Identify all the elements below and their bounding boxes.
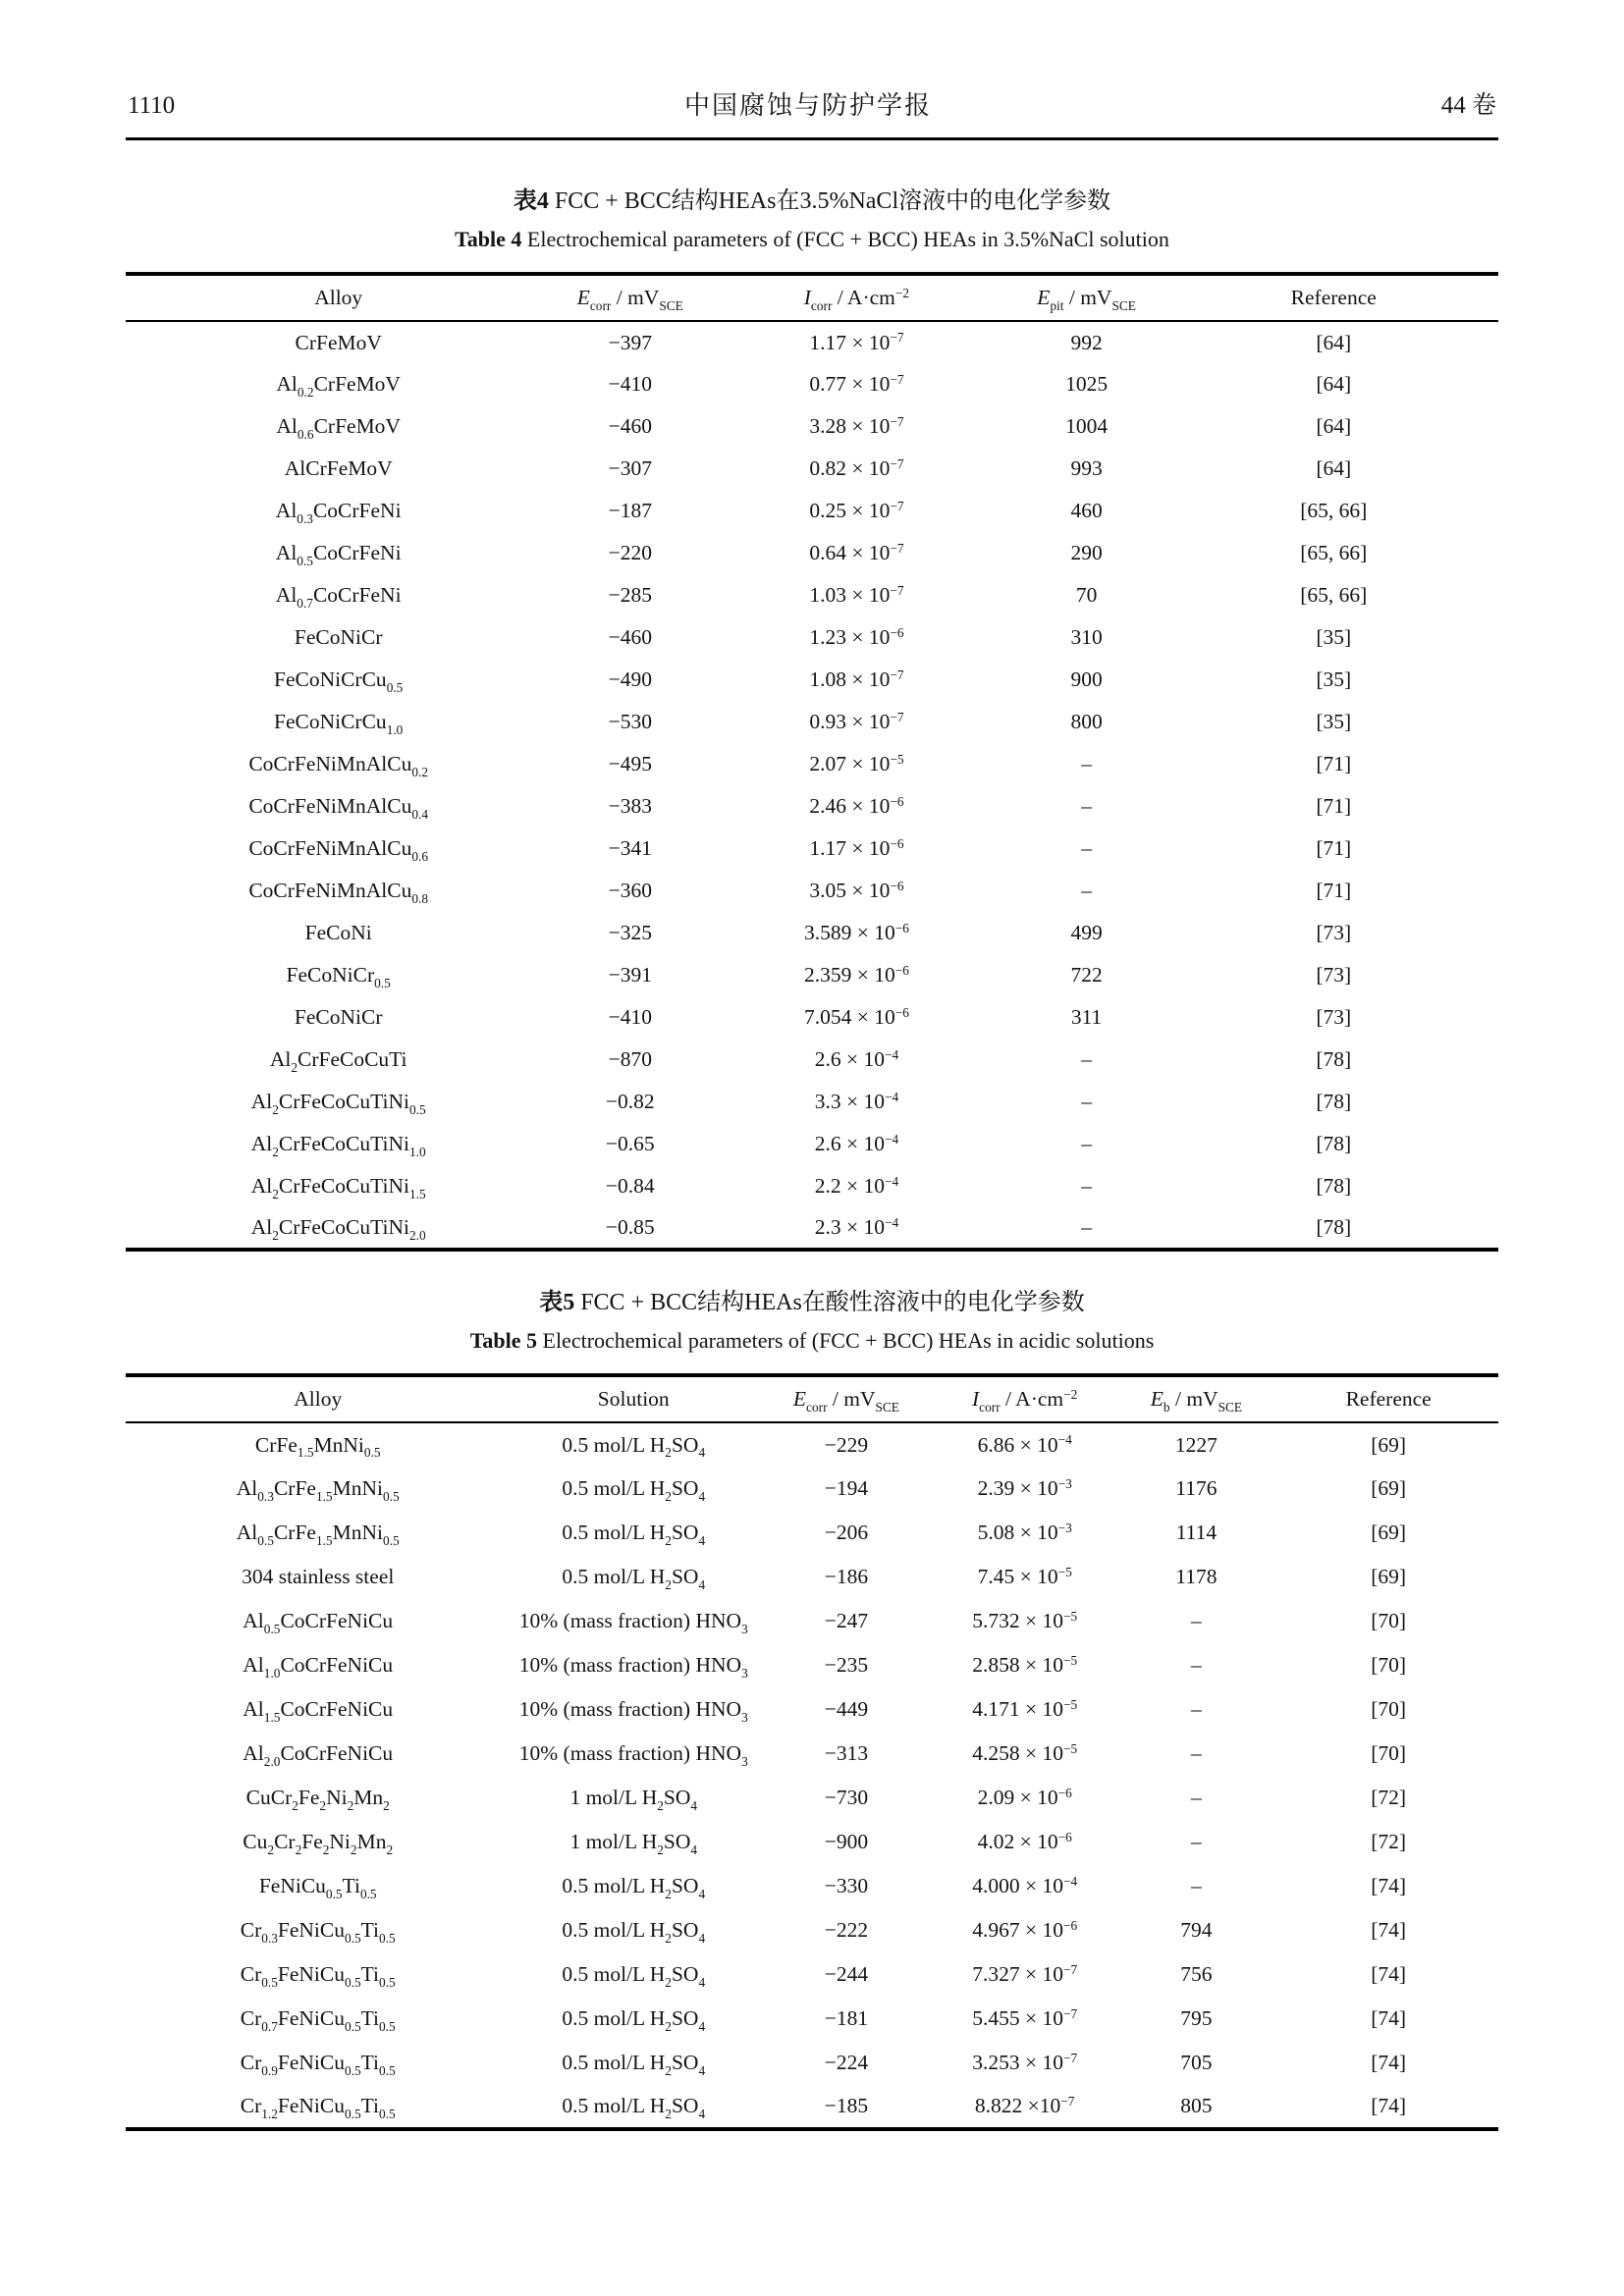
table-row	[126, 1687, 1498, 1732]
table4-caption-en-text: Electrochemical parameters of (FCC + BCC) HEAs in 3.5%NaCl solution	[526, 227, 1169, 251]
icorr-cell: $0.93 \times 10^{-7}$	[809, 709, 904, 733]
ecorr-cell: −410	[608, 372, 652, 396]
ecorr-cell: −391	[608, 963, 652, 987]
alloy-cell: $Al_2CrFeCoCuTi$	[269, 1047, 407, 1075]
eb-cell: 756	[1180, 1962, 1213, 1986]
table4-caption-zh	[126, 186, 1498, 217]
icorr-cell: $2.2 \times 10^{-4}$	[814, 1173, 899, 1198]
icorr-cell: $1.03 \times 10^{-7}$	[809, 582, 904, 607]
table5-section	[126, 1287, 1498, 2131]
eb-cell: –	[1191, 1653, 1202, 1677]
epit-cell: –	[1081, 752, 1092, 775]
reference-cell: [78]	[1316, 1090, 1352, 1113]
icorr-cell: $2.39 \times 10^{-3}$	[977, 1475, 1072, 1500]
solution-cell: 1 mol/L $H_2SO_4$	[569, 1786, 698, 1813]
ecorr-cell: −0.84	[605, 1174, 655, 1198]
epit-cell: 1004	[1065, 414, 1109, 438]
solution-cell: 0.5 mol/L $H_2SO_4$	[562, 1565, 706, 1592]
alloy-cell: $Al_{0.5}CoCrFeNi$	[275, 541, 402, 568]
table-row	[126, 574, 1498, 616]
table-row	[126, 448, 1498, 490]
eb-cell: –	[1191, 1830, 1202, 1853]
icorr-cell: $4.258 \times 10^{-5}$	[972, 1740, 1078, 1765]
alloy-cell: $Al_{0.3}CrFe_{1.5}MnNi_{0.5}$	[236, 1476, 400, 1504]
page-header	[0, 0, 1624, 122]
reference-cell: [69]	[1371, 1432, 1407, 1457]
solution-cell: 0.5 mol/L $H_2SO_4$	[562, 1476, 706, 1504]
ecorr-cell: −187	[608, 499, 652, 522]
table5-header-row	[126, 1375, 1498, 1422]
solution-cell: 10% (mass fraction) $HNO_3$	[518, 1697, 748, 1725]
column-header: $E_b / mV_{SCE}$	[1150, 1387, 1243, 1415]
column-header: Reference	[1345, 1387, 1432, 1411]
table-row	[126, 2085, 1498, 2129]
alloy-cell: $Al_{0.7}CoCrFeNi$	[275, 583, 402, 611]
ecorr-cell: −220	[608, 541, 652, 564]
epit-cell: 1025	[1065, 372, 1109, 396]
icorr-cell: $6.86 \times 10^{-4}$	[977, 1432, 1072, 1457]
table-row	[126, 912, 1498, 954]
table-row	[126, 870, 1498, 912]
alloy-cell: $Cr_{0.7}FeNiCu_{0.5}Ti_{0.5}$	[240, 2006, 396, 2034]
icorr-cell: $0.82 \times 10^{-7}$	[809, 455, 904, 480]
solution-cell: 0.5 mol/L $H_2SO_4$	[562, 1874, 706, 1901]
reference-cell: [69]	[1371, 1476, 1407, 1500]
solution-cell: 10% (mass fraction) $HNO_3$	[518, 1609, 748, 1636]
epit-cell: 800	[1070, 710, 1103, 733]
icorr-cell: $3.05 \times 10^{-6}$	[809, 878, 904, 902]
column-header: Alloy	[294, 1387, 343, 1411]
table5-caption-en-label: Table 5	[469, 1328, 537, 1353]
ecorr-cell: −397	[608, 330, 652, 354]
ecorr-cell: −247	[824, 1609, 869, 1632]
icorr-cell: $4.02 \times 10^{-6}$	[977, 1829, 1072, 1853]
alloy-cell: $Al_2CrFeCoCuTiNi_{1.0}$	[250, 1132, 426, 1159]
reference-cell: [64]	[1316, 330, 1352, 354]
reference-cell: [70]	[1371, 1609, 1407, 1632]
icorr-cell: $5.732 \times 10^{-5}$	[972, 1608, 1078, 1632]
table5	[126, 1373, 1498, 2131]
table-row	[126, 701, 1498, 743]
ecorr-cell: −460	[608, 625, 652, 649]
icorr-cell: $4.171 \times 10^{-5}$	[972, 1696, 1078, 1721]
epit-cell: –	[1081, 1132, 1092, 1155]
alloy-cell: CrFeMoV	[295, 330, 382, 354]
table-row	[126, 1207, 1498, 1250]
reference-cell: [74]	[1371, 2094, 1407, 2117]
table4-header-row	[126, 274, 1498, 321]
journal-title: 中国腐蚀与防护学报	[683, 91, 932, 120]
alloy-cell: CrFe$_{1.5}$MnNi$_{0.5}$	[254, 1432, 381, 1461]
alloy-cell: $Cr_{1.2}FeNiCu_{0.5}Ti_{0.5}$	[240, 2094, 396, 2121]
icorr-cell: $0.77 \times 10^{-7}$	[809, 371, 904, 396]
ecorr-cell: −383	[608, 794, 652, 818]
epit-cell: 310	[1070, 625, 1103, 649]
reference-cell: [70]	[1371, 1741, 1407, 1765]
column-header: Reference	[1290, 286, 1377, 309]
reference-cell: [71]	[1316, 836, 1352, 860]
reference-cell: [35]	[1316, 710, 1352, 733]
reference-cell: [74]	[1371, 1918, 1407, 1942]
table-row	[126, 616, 1498, 659]
alloy-cell: FeCoNi	[304, 921, 372, 944]
ecorr-cell: −460	[608, 414, 652, 438]
alloy-cell: $Al_{0.3}CoCrFeNi$	[275, 499, 402, 526]
table5-caption-en	[126, 1326, 1498, 1356]
alloy-cell: $Al_2CrFeCoCuTiNi_{2.0}$	[250, 1215, 426, 1243]
table4-caption-zh-label: 表4	[513, 188, 549, 214]
table-row	[126, 2041, 1498, 2085]
table-row	[126, 1123, 1498, 1165]
eb-cell: –	[1191, 1609, 1202, 1632]
column-header: $E_{corr} / mV_{SCE}$	[576, 286, 683, 313]
reference-cell: [35]	[1316, 625, 1352, 649]
icorr-cell: $4.000 \times 10^{-4}$	[972, 1873, 1078, 1897]
icorr-cell: $7.327 \times 10^{-7}$	[972, 1961, 1078, 1986]
ecorr-cell: −244	[824, 1962, 869, 1986]
alloy-cell: FeCoNiCrCu$_{0.5}$	[274, 667, 404, 695]
icorr-cell: $3.28 \times 10^{-7}$	[809, 413, 904, 438]
epit-cell: 900	[1070, 667, 1103, 691]
alloy-cell: $Al_{0.5}CrFe_{1.5}MnNi_{0.5}$	[236, 1521, 400, 1548]
table-row	[126, 363, 1498, 405]
ecorr-cell: −224	[824, 2051, 869, 2074]
alloy-cell: $Al_{0.5}CoCrFeNiCu$	[243, 1609, 394, 1636]
table-row	[126, 743, 1498, 785]
solution-cell: 0.5 mol/L $H_2SO_4$	[562, 1432, 706, 1461]
epit-cell: 70	[1075, 583, 1098, 607]
eb-cell: 795	[1180, 2006, 1213, 2030]
ecorr-cell: −341	[608, 836, 652, 860]
ecorr-cell: −307	[608, 456, 652, 480]
epit-cell: –	[1081, 1215, 1092, 1239]
epit-cell: –	[1081, 1174, 1092, 1198]
ecorr-cell: −330	[824, 1874, 869, 1897]
table-row	[126, 1643, 1498, 1687]
eb-cell: 1114	[1175, 1521, 1218, 1544]
icorr-cell: $2.858 \times 10^{-5}$	[972, 1652, 1078, 1677]
reference-cell: [69]	[1371, 1565, 1407, 1588]
table-row	[126, 1776, 1498, 1820]
volume-label: 44 卷	[1440, 92, 1496, 119]
reference-cell: [64]	[1316, 456, 1352, 480]
epit-cell: 722	[1070, 963, 1103, 987]
table-row	[126, 828, 1498, 870]
table-row	[126, 1599, 1498, 1643]
table-row	[126, 1555, 1498, 1599]
solution-cell: 1 mol/L $H_2SO_4$	[569, 1830, 698, 1857]
table-row	[126, 996, 1498, 1039]
ecorr-cell: −181	[824, 2006, 869, 2030]
table-row	[126, 785, 1498, 828]
table-row	[126, 1908, 1498, 1952]
solution-cell: 0.5 mol/L $H_2SO_4$	[562, 2094, 706, 2121]
epit-cell: 992	[1070, 330, 1103, 354]
icorr-cell: $3.3 \times 10^{-4}$	[814, 1089, 899, 1113]
column-header: $E_{corr} / mV_{SCE}$	[792, 1387, 899, 1415]
header-rule	[126, 137, 1498, 140]
icorr-cell: $2.3 \times 10^{-4}$	[814, 1214, 899, 1239]
table-row	[126, 1165, 1498, 1207]
alloy-cell: $CuCr_2Fe_2Ni_2Mn_2$	[245, 1786, 390, 1813]
ecorr-cell: −325	[608, 921, 652, 944]
ecorr-cell: −495	[608, 752, 652, 775]
solution-cell: 0.5 mol/L $H_2SO_4$	[562, 2006, 706, 2034]
alloy-cell: $FeNiCu_{0.5}Ti_{0.5}$	[258, 1874, 377, 1901]
icorr-cell: $1.23 \times 10^{-6}$	[809, 624, 904, 649]
eb-cell: –	[1191, 1741, 1202, 1765]
column-header: Solution	[597, 1387, 670, 1411]
table4-caption-en	[126, 225, 1498, 254]
ecorr-cell: −0.85	[605, 1215, 655, 1239]
reference-cell: [78]	[1316, 1174, 1352, 1198]
table-row	[126, 405, 1498, 448]
alloy-cell: AlCrFeMoV	[284, 456, 393, 480]
alloy-cell: $Al_2CrFeCoCuTiNi_{1.5}$	[250, 1174, 426, 1201]
column-header: $I_{corr} / A\cdot cm^{-2}$	[803, 285, 910, 313]
ecorr-cell: −194	[824, 1476, 869, 1500]
epit-cell: –	[1081, 1047, 1092, 1071]
icorr-cell: $3.589 \times 10^{-6}$	[803, 920, 909, 944]
table-row	[126, 954, 1498, 996]
icorr-cell: $7.45 \times 10^{-5}$	[977, 1564, 1072, 1588]
alloy-cell: CoCrFeNiMnAlCu$_{0.6}$	[248, 836, 429, 864]
epit-cell: –	[1081, 879, 1092, 902]
reference-cell: [74]	[1371, 2051, 1407, 2074]
icorr-cell: $2.6 \times 10^{-4}$	[814, 1046, 899, 1071]
table-row	[126, 659, 1498, 701]
epit-cell: 993	[1070, 456, 1103, 480]
epit-cell: –	[1081, 794, 1092, 818]
icorr-cell: $2.6 \times 10^{-4}$	[814, 1131, 899, 1155]
eb-cell: 1227	[1174, 1432, 1218, 1457]
eb-cell: 705	[1180, 2051, 1213, 2074]
ecorr-cell: −900	[824, 1830, 869, 1853]
reference-cell: [72]	[1371, 1786, 1407, 1809]
reference-cell: [70]	[1371, 1653, 1407, 1677]
reference-cell: [74]	[1371, 1874, 1407, 1897]
icorr-cell: $2.07 \times 10^{-5}$	[809, 751, 904, 775]
table-row	[126, 532, 1498, 574]
alloy-cell: $Cr_{0.3}FeNiCu_{0.5}Ti_{0.5}$	[240, 1918, 396, 1946]
eb-cell: 1178	[1175, 1565, 1218, 1588]
eb-cell: 1176	[1175, 1476, 1218, 1500]
ecorr-cell: −285	[608, 583, 652, 607]
table-row	[126, 1422, 1498, 1467]
eb-cell: 794	[1180, 1918, 1213, 1942]
ecorr-cell: −313	[824, 1741, 869, 1765]
table-row	[126, 1039, 1498, 1081]
icorr-cell: $5.08 \times 10^{-3}$	[977, 1520, 1072, 1544]
ecorr-cell: −0.65	[605, 1132, 655, 1155]
table-row	[126, 1820, 1498, 1864]
epit-cell: 460	[1070, 499, 1103, 522]
alloy-cell: $Al_{0.6}CrFeMoV$	[276, 414, 401, 442]
icorr-cell: $2.09 \times 10^{-6}$	[977, 1785, 1072, 1809]
ecorr-cell: −0.82	[605, 1090, 655, 1113]
alloy-cell: FeCoNiCr	[294, 1005, 383, 1029]
table-row	[126, 490, 1498, 532]
icorr-cell: $3.253 \times 10^{-7}$	[972, 2050, 1078, 2074]
eb-cell: –	[1191, 1874, 1202, 1897]
solution-cell: 0.5 mol/L $H_2SO_4$	[562, 1962, 706, 1990]
alloy-cell: 304 stainless steel	[242, 1565, 395, 1588]
eb-cell: –	[1191, 1786, 1202, 1809]
column-header: Alloy	[314, 286, 363, 309]
column-header: $E_{pit} / mV_{SCE}$	[1037, 286, 1136, 313]
ecorr-cell: −870	[608, 1047, 652, 1071]
column-header: $I_{corr} / A\cdot cm^{-2}$	[972, 1386, 1078, 1415]
table5-caption-zh-label: 表5	[539, 1290, 575, 1315]
epit-cell: –	[1081, 836, 1092, 860]
alloy-cell: FeCoNiCr$_{0.5}$	[286, 963, 391, 990]
reference-cell: [71]	[1316, 879, 1352, 902]
solution-cell: 10% (mass fraction) $HNO_3$	[518, 1653, 748, 1681]
table-row	[126, 1732, 1498, 1776]
ecorr-cell: −235	[824, 1653, 869, 1677]
reference-cell: [73]	[1316, 921, 1352, 944]
alloy-cell: $Al_2CrFeCoCuTiNi_{0.5}$	[250, 1090, 426, 1117]
reference-cell: [65, 66]	[1300, 583, 1368, 607]
reference-cell: [71]	[1316, 794, 1352, 818]
reference-cell: [64]	[1316, 372, 1352, 396]
icorr-cell: $7.054 \times 10^{-6}$	[803, 1004, 909, 1029]
solution-cell: 0.5 mol/L $H_2SO_4$	[562, 1918, 706, 1946]
ecorr-cell: −410	[608, 1005, 652, 1029]
table4-caption-zh-text: FCC + BCC结构HEAs在3.5%NaCl溶液中的电化学参数	[554, 188, 1111, 214]
table5-caption-zh-text: FCC + BCC结构HEAs在酸性溶液中的电化学参数	[580, 1290, 1085, 1315]
icorr-cell: $5.455 \times 10^{-7}$	[972, 2005, 1078, 2030]
alloy-cell: CoCrFeNiMnAlCu$_{0.2}$	[248, 752, 429, 779]
reference-cell: [74]	[1371, 1962, 1407, 1986]
reference-cell: [35]	[1316, 667, 1352, 691]
reference-cell: [78]	[1316, 1132, 1352, 1155]
eb-cell: 805	[1180, 2094, 1213, 2117]
ecorr-cell: −730	[824, 1786, 869, 1809]
alloy-cell: FeCoNiCrCu$_{1.0}$	[274, 710, 404, 737]
reference-cell: [70]	[1371, 1697, 1407, 1721]
icorr-cell: $1.08 \times 10^{-7}$	[809, 667, 904, 691]
ecorr-cell: −229	[824, 1432, 869, 1457]
reference-cell: [69]	[1371, 1521, 1407, 1544]
table-row	[126, 1997, 1498, 2041]
ecorr-cell: −360	[608, 879, 652, 902]
alloy-cell: FeCoNiCr	[294, 625, 383, 649]
reference-cell: [73]	[1316, 963, 1352, 987]
ecorr-cell: −530	[608, 710, 652, 733]
icorr-cell: $8.822 \times 10^{-7}$	[974, 2093, 1075, 2117]
ecorr-cell: −490	[608, 667, 652, 691]
ecorr-cell: −186	[824, 1565, 869, 1588]
alloy-cell: $Al_{0.2}CrFeMoV$	[276, 372, 401, 400]
ecorr-cell: −185	[824, 2094, 869, 2117]
table4	[126, 272, 1498, 1252]
reference-cell: [78]	[1316, 1215, 1352, 1239]
table-row	[126, 321, 1498, 363]
icorr-cell: $1.17 \times 10^{-6}$	[809, 835, 904, 860]
table-row	[126, 1081, 1498, 1123]
reference-cell: [78]	[1316, 1047, 1352, 1071]
epit-cell: 499	[1070, 921, 1103, 944]
alloy-cell: $Al_{1.5}CoCrFeNiCu$	[243, 1697, 394, 1725]
reference-cell: [72]	[1371, 1830, 1407, 1853]
icorr-cell: $2.359 \times 10^{-6}$	[803, 962, 909, 987]
alloy-cell: $Al_{2.0}CoCrFeNiCu$	[243, 1741, 394, 1769]
icorr-cell: $1.17 \times 10^{-7}$	[809, 330, 904, 354]
reference-cell: [71]	[1316, 752, 1352, 775]
table5-caption-zh	[126, 1287, 1498, 1318]
alloy-cell: CoCrFeNiMnAlCu$_{0.8}$	[248, 879, 429, 906]
table4-section	[126, 186, 1498, 1252]
icorr-cell: $0.64 \times 10^{-7}$	[809, 540, 904, 564]
table-row	[126, 1952, 1498, 1997]
table-row	[126, 1467, 1498, 1511]
reference-cell: [65, 66]	[1300, 541, 1368, 564]
alloy-cell: $Cu_2Cr_2Fe_2Ni_2Mn_2$	[243, 1830, 394, 1857]
reference-cell: [65, 66]	[1300, 499, 1368, 522]
icorr-cell: $4.967 \times 10^{-6}$	[972, 1917, 1078, 1942]
ecorr-cell: −206	[824, 1521, 869, 1544]
epit-cell: –	[1081, 1090, 1092, 1113]
alloy-cell: $Cr_{0.5}FeNiCu_{0.5}Ti_{0.5}$	[240, 1962, 396, 1990]
solution-cell: 0.5 mol/L $H_2SO_4$	[562, 2051, 706, 2078]
solution-cell: 10% (mass fraction) $HNO_3$	[518, 1741, 748, 1769]
alloy-cell: $Cr_{0.9}FeNiCu_{0.5}Ti_{0.5}$	[240, 2051, 396, 2078]
ecorr-cell: −222	[824, 1918, 869, 1942]
ecorr-cell: −449	[824, 1697, 869, 1721]
table-row	[126, 1511, 1498, 1555]
alloy-cell: CoCrFeNiMnAlCu$_{0.4}$	[248, 794, 429, 822]
icorr-cell: $0.25 \times 10^{-7}$	[809, 498, 904, 522]
reference-cell: [64]	[1316, 414, 1352, 438]
reference-cell: [73]	[1316, 1005, 1352, 1029]
alloy-cell: $Al_{1.0}CoCrFeNiCu$	[243, 1653, 394, 1681]
table-row	[126, 1864, 1498, 1908]
icorr-cell: $2.46 \times 10^{-6}$	[809, 793, 904, 818]
table5-caption-en-text: Electrochemical parameters of (FCC + BCC) HEAs in acidic solutions	[542, 1328, 1155, 1353]
epit-cell: 290	[1070, 541, 1103, 564]
eb-cell: –	[1191, 1697, 1202, 1721]
epit-cell: 311	[1070, 1005, 1103, 1029]
reference-cell: [74]	[1371, 2006, 1407, 2030]
page-number: 1110	[128, 92, 176, 119]
table4-caption-en-label: Table 4	[455, 227, 522, 251]
solution-cell: 0.5 mol/L $H_2SO_4$	[562, 1521, 706, 1548]
